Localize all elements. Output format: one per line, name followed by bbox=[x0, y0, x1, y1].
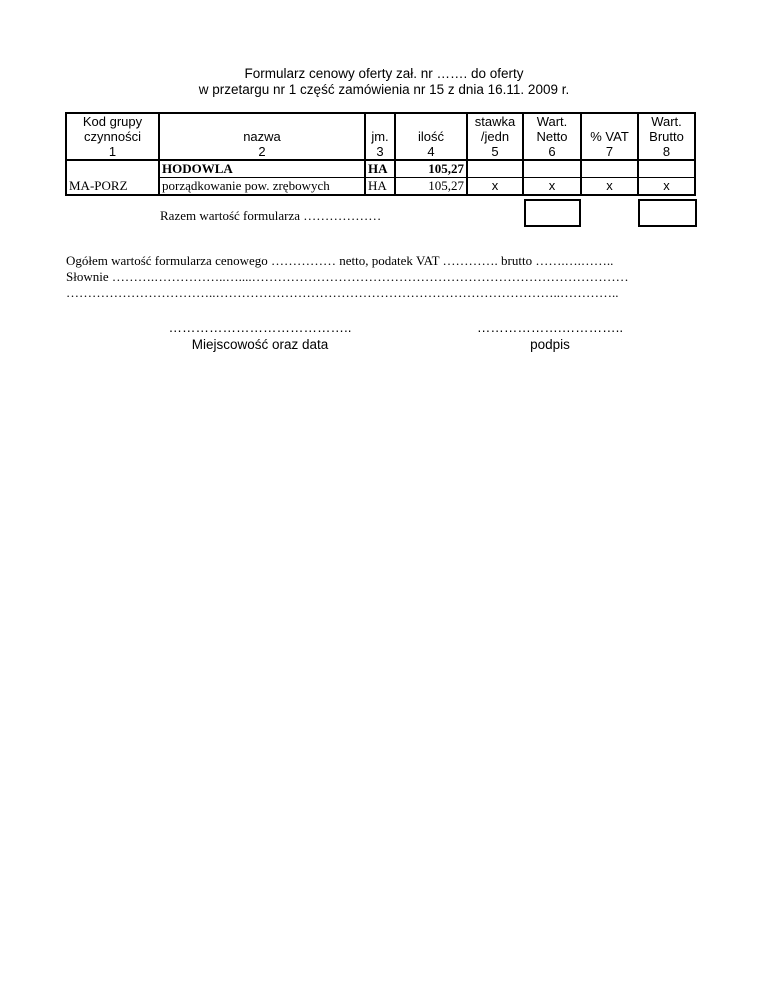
table-row bbox=[66, 178, 695, 196]
slownie-line1: Słownie ……….……………..…....…………………………………………………………………………… bbox=[66, 269, 629, 284]
row2-nazwa: porządkowanie pow. zrębowych bbox=[159, 178, 365, 196]
header-netto-num: 6 bbox=[548, 144, 556, 159]
row2-ilosc: 105,27 bbox=[395, 178, 467, 196]
header-vat-num: 7 bbox=[605, 144, 614, 159]
row1-stawka bbox=[467, 160, 523, 178]
ogolem-line: Ogółem wartość formularza cenowego …………… netto, podatek VAT …………. brutto …….….…….. bbox=[66, 253, 614, 268]
slownie-line2: ……………………………..……………………………………………………………………..………….. bbox=[66, 285, 619, 300]
razem-netto-box[interactable] bbox=[524, 199, 581, 227]
header-brutto-line1: Wart. bbox=[651, 114, 682, 129]
razem-brutto-box[interactable] bbox=[638, 199, 697, 227]
header-netto-line1: Wart. bbox=[536, 114, 568, 129]
header-nazwa-num: 2 bbox=[258, 144, 266, 159]
header-kod-num: 1 bbox=[108, 144, 117, 159]
place-date-dots: ………………………………….. bbox=[168, 320, 352, 335]
header-nazwa bbox=[159, 113, 365, 160]
signature-dots: ……………….………….. bbox=[476, 320, 624, 335]
table-header-row bbox=[66, 113, 695, 160]
header-netto bbox=[523, 113, 581, 160]
row2-jm: HA bbox=[365, 178, 395, 196]
header-jm-num: 3 bbox=[376, 144, 384, 159]
header-brutto bbox=[638, 113, 695, 160]
header-brutto-num: 8 bbox=[662, 144, 671, 159]
row1-brutto bbox=[638, 160, 695, 178]
row1-vat bbox=[581, 160, 638, 178]
header-vat bbox=[581, 113, 638, 160]
header-kod-line2: czynności bbox=[83, 129, 142, 144]
header-kod-grupy bbox=[66, 113, 159, 160]
header-netto-line2: Netto bbox=[536, 129, 568, 144]
header-jm bbox=[365, 113, 395, 160]
header-vat-label: % VAT bbox=[590, 129, 629, 144]
row1-kod bbox=[66, 160, 159, 178]
price-table bbox=[65, 112, 696, 196]
form-title-line2: w przetargu nr 1 część zamówienia nr 15 z dnia 16.11. 2009 r. bbox=[198, 82, 570, 97]
row1-ilosc: 105,27 bbox=[395, 160, 467, 178]
header-brutto-line2: Brutto bbox=[649, 129, 684, 144]
row1-nazwa: HODOWLA bbox=[159, 160, 365, 178]
row1-netto bbox=[523, 160, 581, 178]
row2-netto: x bbox=[523, 178, 581, 196]
signature-label: podpis bbox=[530, 337, 570, 352]
table-row bbox=[66, 160, 695, 178]
header-stawka-num: 5 bbox=[491, 144, 499, 159]
row2-stawka: x bbox=[467, 178, 523, 196]
header-stawka-line2: /jedn bbox=[480, 129, 510, 144]
header-ilosc bbox=[395, 113, 467, 160]
place-date-label: Miejscowość oraz data bbox=[191, 337, 329, 352]
row1-jm: HA bbox=[365, 160, 395, 178]
header-stawka bbox=[467, 113, 523, 160]
header-ilosc-label: ilość bbox=[417, 129, 444, 144]
row2-kod: MA-PORZ bbox=[66, 178, 159, 196]
header-ilosc-num: 4 bbox=[427, 144, 435, 159]
form-title-line1: Formularz cenowy oferty zał. nr ……. do oferty bbox=[244, 66, 524, 81]
header-nazwa-label: nazwa bbox=[243, 129, 281, 144]
header-kod-line1: Kod grupy bbox=[82, 114, 143, 129]
header-stawka-line1: stawka bbox=[474, 114, 516, 129]
razem-label: Razem wartość formularza ……………… bbox=[160, 208, 382, 223]
row2-brutto: x bbox=[638, 178, 695, 196]
row2-vat: x bbox=[581, 178, 638, 196]
header-jm-label: jm. bbox=[371, 129, 389, 144]
